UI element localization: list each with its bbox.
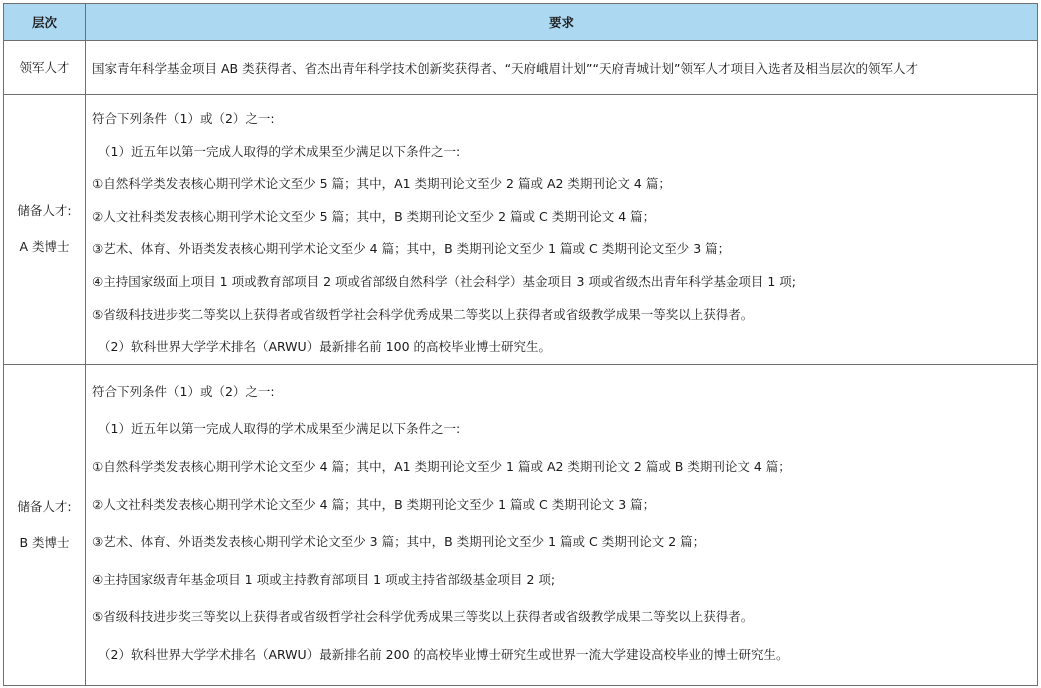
table-row <box>4 364 1038 685</box>
requirement-line: ③艺术、体育、外语类发表核心期刊学术论文至少 4 篇；其中，B 类期刊论文至少 1 篇或 C 类期刊论文至少 3 篇； <box>92 241 731 257</box>
requirement-line: ⑤省级科技进步奖三等奖以上获得者或省级哲学社会科学优秀成果三等奖以上获得者或省级教学成果二等奖以上获得者。 <box>92 609 754 625</box>
requirement-line: ①自然科学类发表核心期刊学术论文至少 4 篇；其中，A1 类期刊论文至少 1 篇或 A2 类期刊论文 2 篇或 B 类期刊论文 4 篇； <box>92 458 791 474</box>
requirement-line: ③艺术、体育、外语类发表核心期刊学术论文至少 3 篇；其中，B 类期刊论文至少 1 篇或 C 类期刊论文 2 篇； <box>92 534 706 550</box>
requirement-line: （2）软科世界大学学术排名（ARWU）最新排名前 200 的高校毕业博士研究生或世界一流大学建设高校毕业的博士研究生。 <box>98 646 789 662</box>
requirement-line: （2）软科世界大学学术排名（ARWU）最新排名前 100 的高校毕业博士研究生。 <box>98 339 551 355</box>
requirement-cell <box>86 41 1038 95</box>
table-row <box>4 95 1038 365</box>
table-row <box>4 41 1038 95</box>
requirement-line: ④主持国家级面上项目 1 项或教育部项目 2 项或省部级自然科学（社会科学）基金项目 3 项或省级杰出青年科学基金项目 1 项; <box>92 273 797 289</box>
requirements-table <box>3 3 1038 686</box>
header-row <box>4 4 1038 41</box>
requirement-cell <box>86 364 1038 685</box>
requirement-line: ②人文社科类发表核心期刊学术论文至少 5 篇；其中，B 类期刊论文至少 2 篇或 C 类期刊论文 4 篇； <box>92 208 656 224</box>
requirement-text: 国家青年科学基金项目 AB 类获得者、省杰出青年科学技术创新奖获得者、“天府峨眉计划”“天府青城计划”领军人才项目入选者及相当层次的领军人才 <box>92 60 918 76</box>
level-label: 储备人才: <box>17 498 72 514</box>
level-cell <box>4 41 86 95</box>
level-cell <box>4 364 86 685</box>
level-cell <box>4 95 86 365</box>
requirement-cell <box>86 95 1038 365</box>
requirement-line: （1）近五年以第一完成人取得的学术成果至少满足以下条件之一: <box>98 421 461 437</box>
header-requirement: 要求 <box>86 4 1038 41</box>
level-label: 领军人才 <box>19 59 70 75</box>
header-level: 层次 <box>4 4 86 41</box>
requirement-line: （1）近五年以第一完成人取得的学术成果至少满足以下条件之一: <box>98 143 461 159</box>
requirement-line: 符合下列条件（1）或（2）之一: <box>92 111 275 126</box>
requirement-line: ⑤省级科技进步奖二等奖以上获得者或省级哲学社会科学优秀成果二等奖以上获得者或省级教学成果一等奖以上获得者。 <box>92 306 754 322</box>
requirement-line: ①自然科学类发表核心期刊学术论文至少 5 篇；其中，A1 类期刊论文至少 2 篇或 A2 类期刊论文 4 篇； <box>92 176 671 192</box>
requirement-line: ④主持国家级青年基金项目 1 项或主持教育部项目 1 项或主持省部级基金项目 2 项; <box>92 571 556 587</box>
requirement-line: ②人文社科类发表核心期刊学术论文至少 4 篇；其中，B 类期刊论文至少 1 篇或 C 类期刊论文 3 篇； <box>92 496 656 512</box>
level-label: B 类博士 <box>19 534 70 550</box>
level-label: A 类博士 <box>19 239 70 255</box>
requirement-line: 符合下列条件（1）或（2）之一: <box>92 383 275 399</box>
level-label: 储备人才: <box>17 203 72 219</box>
